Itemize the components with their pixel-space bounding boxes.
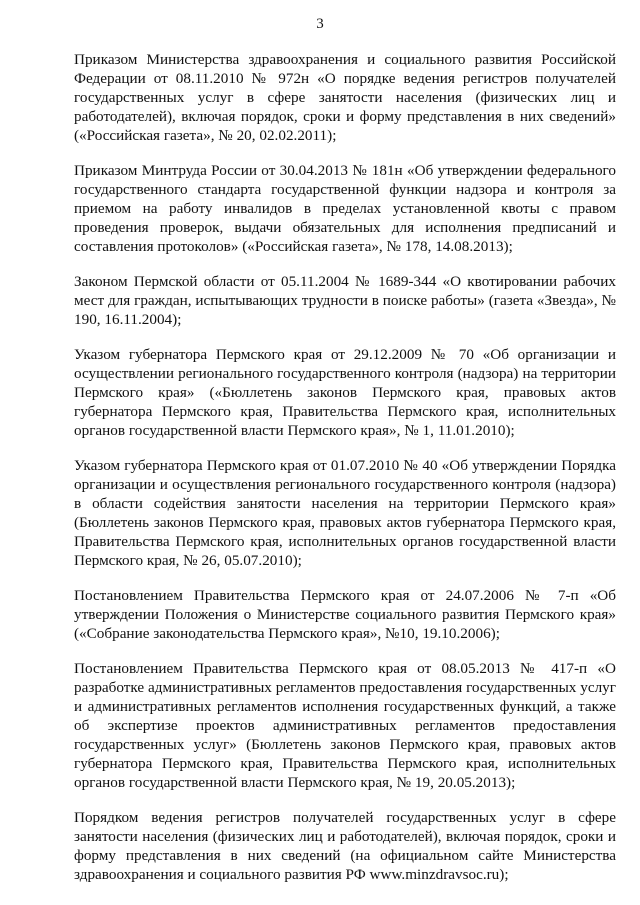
paragraph-registry-procedure: Порядком ведения регистров получателей государственных услуг в сфере занятости населения (физических лиц и работодателей), включая порядок, сроки и форму представления в них сведений (на официальном сайте Министерства здравоохранения и социального развития РФ www.minzdravsoc.ru);: [74, 809, 616, 883]
paragraph-resolution-417p: Постановлением Правительства Пермского края от 08.05.2013 № 417-п «О разработке административных регламентов предоставления государственных услуг и административных регламентов исполнения государственных функций, а также об экспертизе проектов административных регламентов предоставления государственных услуг» (Бюллетень законов Пермского края, правовых актов губернатора Пермского края, Правительства Пермского края, исполнительных органов государственной власти Пермского края, № 19, 20.05.2013);: [74, 660, 616, 791]
paragraph-order-972n: Приказом Министерства здравоохранения и социального развития Российской Федерации от 08.11.2010 № 972н «О порядке ведения регистров получателей государственных услуг в сфере занятости населения (физических лиц и работодателей), включая порядок, сроки и форму представления в них сведений» («Российская газета», № 20, 02.02.2011);: [74, 51, 616, 144]
document-body: [74, 50, 616, 900]
paragraph-decree-70: Указом губернатора Пермского края от 29.12.2009 № 70 «Об организации и осуществлении регионального государственного контроля (надзора) на территории Пермского края» («Бюллетень законов Пермского края, правовых актов губернатора Пермского края, Правительства Пермского края, исполнительных органов государственной власти Пермского края», № 1, 11.01.2010);: [74, 346, 616, 439]
paragraph-law-1689-344: Законом Пермской области от 05.11.2004 № 1689-344 «О квотировании рабочих мест для граждан, испытывающих трудности в поиске работы» (газета «Звезда», № 190, 16.11.2004);: [74, 273, 616, 328]
page-number: 3: [316, 16, 324, 32]
paragraph-resolution-7p: Постановлением Правительства Пермского края от 24.07.2006 № 7-п «Об утверждении Положения о Министерстве социального развития Пермского края» («Собрание законодательства Пермского края», №10, 19.10.2006);: [74, 587, 616, 642]
paragraph-order-181n: Приказом Минтруда России от 30.04.2013 № 181н «Об утверждении федерального государственного стандарта государственной функции надзора и контроля за приемом на работу инвалидов в пределах установленной квоты с правом проведения проверок, выдачи обязательных для исполнения предписаний и составления протоколов» («Российская газета», № 178, 14.08.2013);: [74, 162, 616, 255]
paragraph-decree-40: Указом губернатора Пермского края от 01.07.2010 № 40 «Об утверждении Порядка организации и осуществления регионального государственного контроля (надзора) в области содействия занятости населения на территории Пермского края» (Бюллетень законов Пермского края, правовых актов губернатора Пермского края, Правительства Пермского края, исполнительных органов государственной власти Пермского края, № 26, 05.07.2010);: [74, 457, 616, 569]
